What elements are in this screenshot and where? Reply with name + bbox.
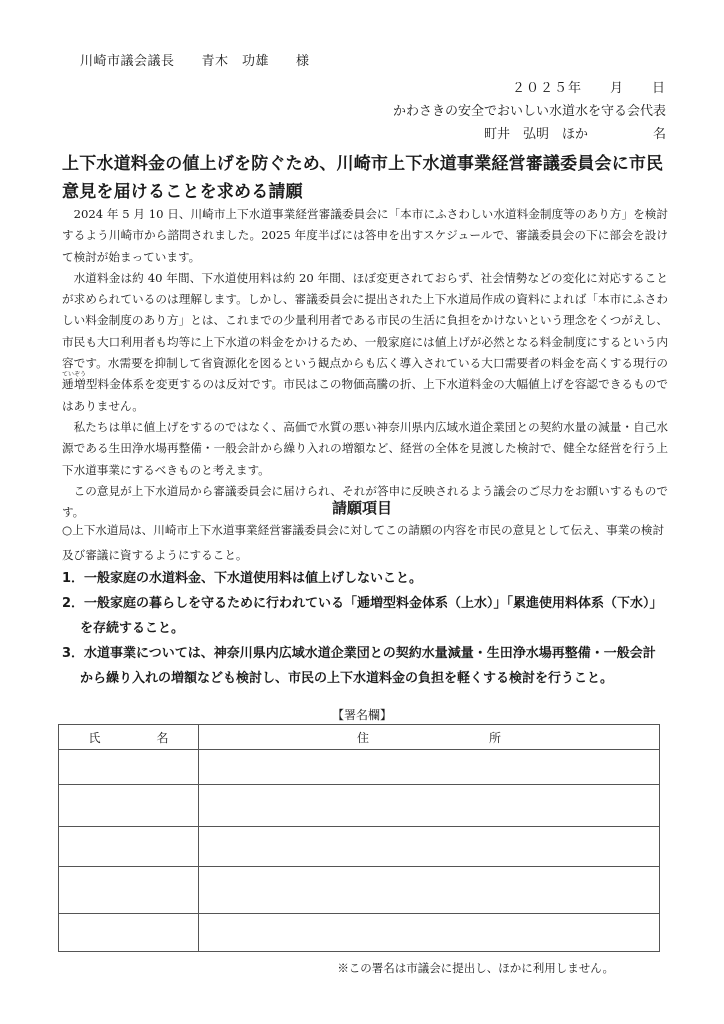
address-cell[interactable] <box>199 750 660 785</box>
date-line: ２０２５年 月 日 <box>511 81 666 96</box>
organization: かわさきの安全でおいしい水道水を守る会代表 <box>392 104 666 119</box>
header-char: 氏 <box>88 730 101 745</box>
signature-row <box>59 867 660 914</box>
signature-section-label: 【署名欄】 <box>331 708 392 722</box>
ruby-base: 逓増 <box>62 377 87 392</box>
header-char: 名 <box>156 730 169 745</box>
signature-table-header <box>59 725 660 750</box>
body-text <box>62 204 668 523</box>
signature-row <box>59 785 660 827</box>
address-cell[interactable] <box>199 867 660 914</box>
signature-table <box>58 724 660 952</box>
paragraph-2-part-1: 水道料金は約 40 年間、下水道使用料は約 20 年間、ほぼ変更されておらず、社会情勢などの変化に対応することが求められているのは理解します。しかし、審議委員会に提出された上下水道局作成の資料によれば「本市にふさわしい料金制度のあり方」とは、これまでの少量利用者である市民の生活に負担をかけないという理念をくつがえし、市民も大口利用者も均等に上下水道の料金をかけるため、一般家庭には値上げが必然となる料金制度にするという内容です。水需要を抑制して省資源化を図るという観点からも広く導入されている大口需要者の料金を高くする現行の <box>62 270 668 371</box>
column-address-header <box>199 725 660 750</box>
header-char: 住 <box>356 730 369 745</box>
column-name-header <box>59 725 199 750</box>
signature-note: ※この署名は市議会に提出し、ほかに利用しません。 <box>337 961 614 975</box>
document-title: 上下水道料金の値上げを防ぐため、川崎市上下水道事業経営審議委員会に市民意見を届けることを求める請願 <box>62 154 664 202</box>
address-cell[interactable] <box>199 827 660 867</box>
header-char: 所 <box>489 730 502 745</box>
address-cell[interactable] <box>199 785 660 827</box>
name-cell[interactable] <box>59 827 199 867</box>
paragraph-1: 2024 年 5 月 10 日、川崎市上下水道事業経営審議委員会に「本市にふさわしい水道料金制度等のあり方」を検討するよう川崎市から諮問されました。2025 年度半ばには答申を出すスケジュールで、審議委員会の下に部会を設けて検討が始まっています。 <box>62 207 668 264</box>
petition-items-heading: 請願項目 <box>331 499 392 517</box>
petition-intro: ○上下水道局は、川崎市上下水道事業経営審議委員会に対してこの請願の内容を市民の意見として伝え、事業の検討及び審議に資するようにすること。 <box>62 523 665 562</box>
signature-row <box>59 750 660 785</box>
name-cell[interactable] <box>59 785 199 827</box>
signature-row <box>59 914 660 952</box>
name-cell[interactable] <box>59 750 199 785</box>
petition-item-1: 1．一般家庭の水道料金、下水道使用料は値上げしないこと。 <box>62 571 423 586</box>
paragraph-3: 私たちは単に値上げをするのではなく、高価で水質の悪い神奈川県内広域水道企業団との契約水量の減量・自己水源である生田浄水場再整備・一般会計から繰り入れの増額など、経営の全体を見渡した検討で、健全な経営を行う上下水道事業にするべきものと考えます。 <box>62 419 668 477</box>
name-cell[interactable] <box>59 914 199 952</box>
paragraph-4: この意見が上下水道局から審議委員会に届けられ、それが答申に反映されるよう議会のご尽力をお願いするものです。 <box>62 483 668 520</box>
ruby-text: ていぞう <box>62 371 87 379</box>
ruby-teizou <box>62 371 87 392</box>
address-cell[interactable] <box>199 914 660 952</box>
petition-item-2: 2．一般家庭の暮らしを守るために行われている「逓増型料金体系（上水）」「累進使用料体系（下水）」を存続すること。 <box>62 596 663 636</box>
addressee: 川崎市議会議長 青木 功雄 様 <box>80 54 310 69</box>
signature-row <box>59 827 660 867</box>
paragraph-2 <box>62 268 668 417</box>
paragraph-2-part-2: 型料金体系を変更するのは反対です。市民はこの物価高騰の折、上下水道料金の大幅値上げを容認できるものではありません。 <box>62 377 668 413</box>
name-cell[interactable] <box>59 867 199 914</box>
petition-item-3: 3．水道事業については、神奈川県内広域水道企業団との契約水量減量・生田浄水場再整備・一般会計から繰り入れの増額なども検討し、市民の上下水道料金の負担を軽くする検討を行うこと。 <box>62 646 656 686</box>
representative: 町井 弘明 ほか 名 <box>483 127 666 142</box>
